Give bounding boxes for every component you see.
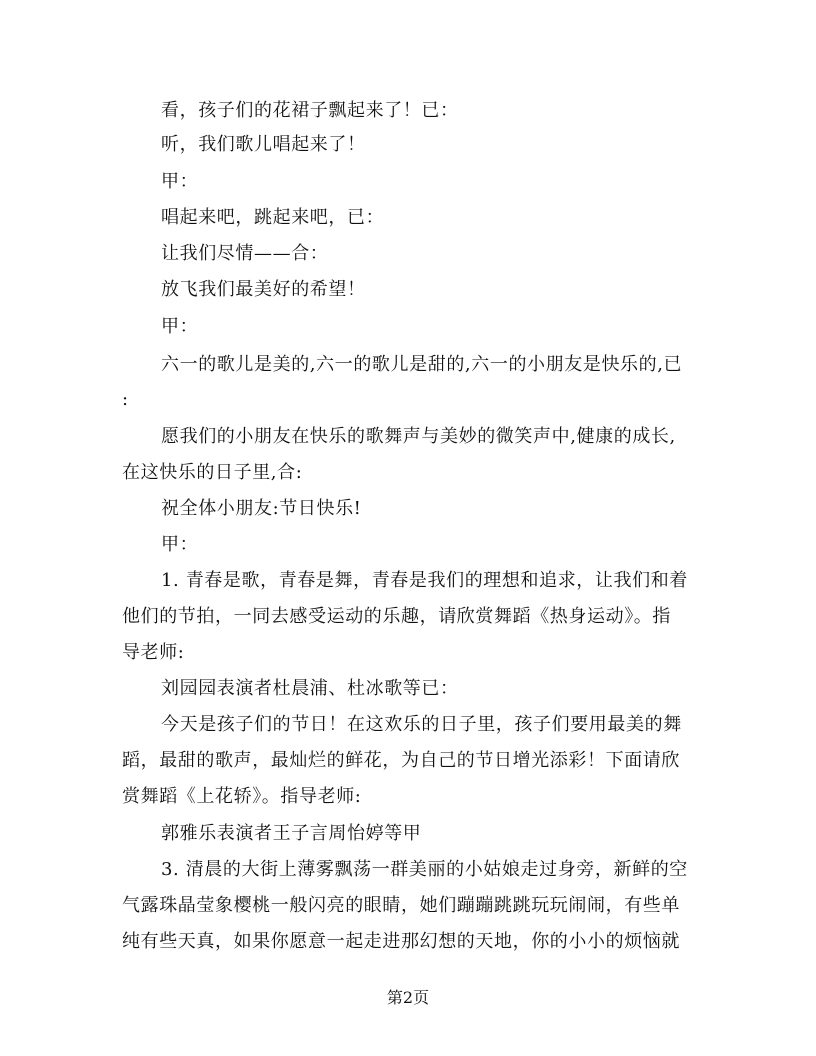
text-line: 蹈，最甜的歌声，最灿烂的鲜花，为自己的节日增光添彩！下面请欣	[122, 750, 680, 771]
text-line: 听，我们歌儿唱起来了！	[161, 134, 366, 155]
text-line: 唱起来吧，跳起来吧，已：	[161, 207, 385, 228]
page-number: 第2页	[386, 988, 430, 1007]
text-line: :	[122, 389, 129, 410]
text-line: 赏舞蹈《上花轿》。指导老师:	[122, 786, 362, 807]
text-line: 甲：	[161, 316, 199, 337]
text-line: 愿我们的小朋友在快乐的歌舞声与美妙的微笑声中,健康的成长,	[161, 426, 676, 447]
text-line: 六一的歌儿是美的,六一的歌儿是甜的,六一的小朋友是快乐的,已	[161, 354, 683, 375]
text-line: 刘园园表演者杜晨浦、杜冰歌等已：	[161, 678, 459, 699]
text-line: 纯有些天真，如果你愿意一起走进那幻想的天地，你的小小的烦恼就	[122, 931, 680, 952]
text-line: 甲：	[161, 171, 199, 192]
text-line: 祝全体小朋友:节日快乐!	[161, 498, 362, 519]
text-line: 他们的节拍，一同去感受运动的乐趣，请欣赏舞蹈《热身运动》。指	[122, 606, 671, 627]
text-line: 3. 清晨的大街上薄雾飘荡一群美丽的小姑娘走过身旁，新鲜的空	[161, 859, 688, 880]
text-line: 气露珠晶莹象樱桃一般闪亮的眼睛，她们蹦蹦跳跳玩玩闹闹，有些单	[122, 895, 680, 916]
text-line: 放飞我们最美好的希望！	[161, 279, 366, 300]
text-line: 导老师:	[122, 642, 185, 663]
text-line: 在这快乐的日子里,合:	[122, 462, 303, 483]
text-line: 1. 青春是歌，青春是舞，青春是我们的理想和追求，让我们和着	[161, 570, 688, 591]
text-line: 看，孩子们的花裙子飘起来了！已：	[161, 100, 459, 121]
text-line: 让我们尽情——合：	[161, 243, 329, 264]
text-line: 甲：	[161, 534, 199, 555]
text-line: 郭雅乐表演者王子言周怡婷等甲	[161, 823, 422, 844]
text-line: 今天是孩子们的节日！在这欢乐的日子里，孩子们要用最美的舞	[161, 714, 682, 735]
